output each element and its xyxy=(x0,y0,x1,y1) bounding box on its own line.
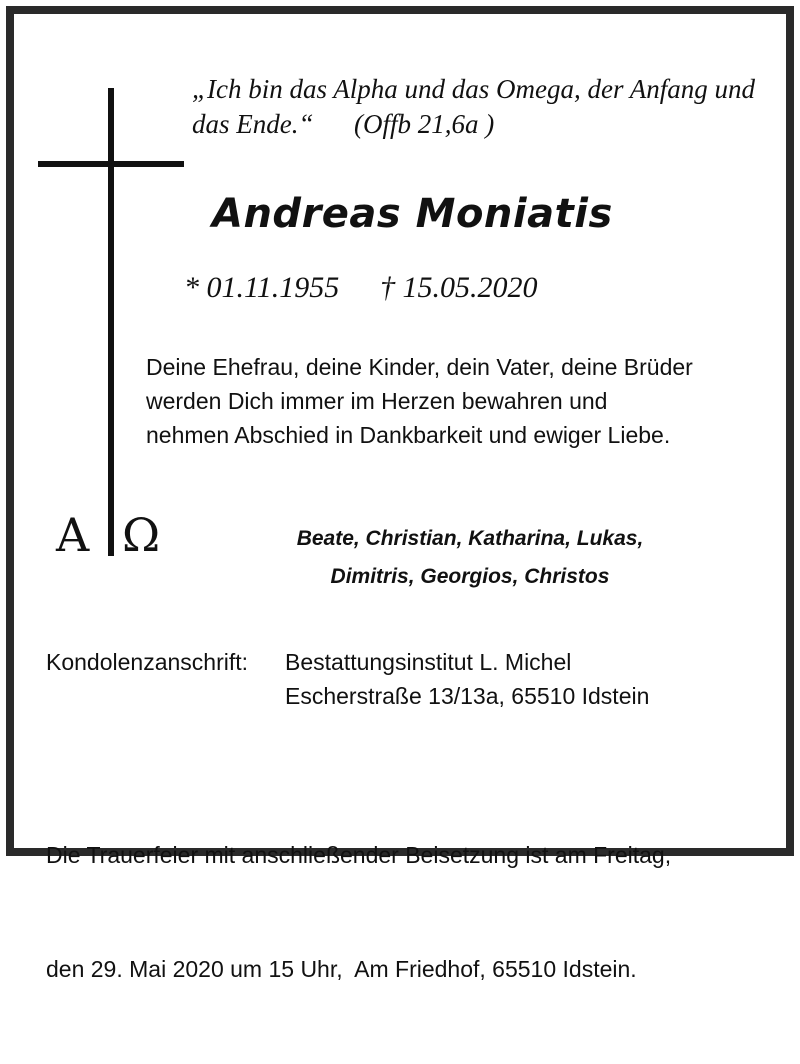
bible-quote-reference: (Offb 21,6a ) xyxy=(354,109,495,139)
mourners-line-1: Beate, Christian, Katharina, Lukas, xyxy=(296,527,644,550)
farewell-message-line: werden Dich immer im Herzen bewahren und xyxy=(146,388,608,414)
mourners-names xyxy=(200,520,740,596)
cross-vertical-bar xyxy=(108,88,114,556)
birth-date: * 01.11.1955 xyxy=(184,271,340,304)
alpha-symbol: A xyxy=(56,508,90,562)
deceased-name: Andreas Moniatis xyxy=(212,191,613,237)
condolence-address-line-2: Escherstraße 13/13a, 65510 Idstein xyxy=(285,683,650,709)
omega-symbol: Ω xyxy=(122,508,161,562)
condolence-address-line-1: Bestattungsinstitut L. Michel xyxy=(285,649,572,675)
death-date: † 15.05.2020 xyxy=(380,271,538,304)
farewell-message xyxy=(146,350,693,452)
condolence-address-label: Kondolenzanschrift: xyxy=(46,649,249,675)
bible-quote-line-1: „Ich bin das Alpha und das Omega, der Anfang und xyxy=(192,74,755,104)
bible-quote-line-2: das Ende.“ xyxy=(192,109,314,139)
farewell-message-line: Deine Ehefrau, deine Kinder, dein Vater, deine Brüder xyxy=(146,354,693,380)
funeral-details-line-1: Die Trauerfeier mit anschließender Beisetzung ist am Freitag, xyxy=(46,842,672,868)
farewell-message-line: nehmen Abschied in Dankbarkeit und ewiger Liebe. xyxy=(146,422,671,448)
funeral-details-line-2: den 29. Mai 2020 um 15 Uhr, Am Friedhof, 65510 Idstein. xyxy=(46,956,637,982)
funeral-details xyxy=(46,760,671,1064)
cross-horizontal-bar xyxy=(38,161,184,167)
mourners-line-2: Dimitris, Georgios, Christos xyxy=(330,565,610,588)
